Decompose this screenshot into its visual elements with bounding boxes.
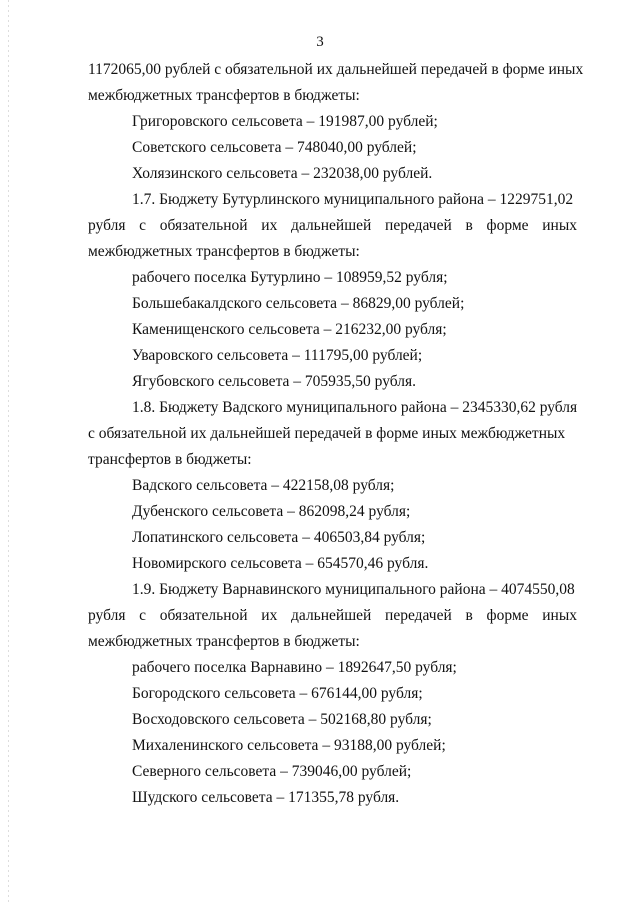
text-line: Григоровского сельсовета – 191987,00 рублей; — [132, 113, 438, 130]
text-line: Лопатинского сельсовета – 406503,84 рубля; — [132, 529, 426, 546]
text-line: Северного сельсовета – 739046,00 рублей; — [132, 763, 412, 780]
text-line: рабочего поселка Варнавино – 1892647,50 рубля; — [132, 659, 457, 676]
text-line: Дубенского сельсовета – 862098,24 рубля; — [132, 503, 411, 520]
section-heading-1-7: 1.7. Бюджету Бутурлинского муниципального района – 1229751,02 — [132, 191, 574, 208]
text-line: с обязательной их дальнейшей передачей в форме иных межбюджетных — [88, 425, 566, 442]
page-number: 3 — [316, 34, 324, 50]
text-line: Большебакалдского сельсовета – 86829,00 рублей; — [132, 295, 465, 312]
text-line: рубля с обязательной их дальнейшей передачей в форме иных — [88, 217, 577, 234]
scan-edge-artifact — [8, 0, 9, 905]
section-heading-1-9: 1.9. Бюджету Варнавинского муниципального района – 4074550,08 — [132, 581, 575, 598]
text-line: Холязинского сельсовета – 232038,00 рублей. — [132, 165, 433, 182]
text-line: Шудского сельсовета – 171355,78 рубля. — [132, 789, 400, 806]
text-line: 1172065,00 рублей с обязательной их дальнейшей передачей в форме иных — [88, 61, 584, 78]
text-line: рабочего поселка Бутурлино – 108959,52 рубля; — [132, 269, 448, 286]
text-line: Восходовского сельсовета – 502168,80 рубля; — [132, 711, 432, 728]
text-line: Богородского сельсовета – 676144,00 рубля; — [132, 685, 423, 702]
text-line: Вадского сельсовета – 422158,08 рубля; — [132, 477, 395, 494]
text-line: Уваровского сельсовета – 111795,00 рублей; — [132, 347, 423, 364]
text-line: рубля с обязательной их дальнейшей передачей в форме иных — [88, 607, 577, 624]
text-line: межбюджетных трансфертов в бюджеты: — [88, 87, 360, 104]
text-line: трансфертов в бюджеты: — [88, 451, 252, 468]
text-line: межбюджетных трансфертов в бюджеты: — [88, 243, 360, 260]
text-line: межбюджетных трансфертов в бюджеты: — [88, 633, 360, 650]
text-line: Новомирского сельсовета – 654570,46 рубля. — [132, 555, 429, 572]
text-line: Ягубовского сельсовета – 705935,50 рубля. — [132, 373, 416, 390]
text-line: Каменищенского сельсовета – 216232,00 рубля; — [132, 321, 447, 338]
text-line: Михаленинского сельсовета – 93188,00 рублей; — [132, 737, 446, 754]
text-line: Советского сельсовета – 748040,00 рублей; — [132, 139, 417, 156]
section-heading-1-8: 1.8. Бюджету Вадского муниципального района – 2345330,62 рубля — [132, 399, 578, 416]
